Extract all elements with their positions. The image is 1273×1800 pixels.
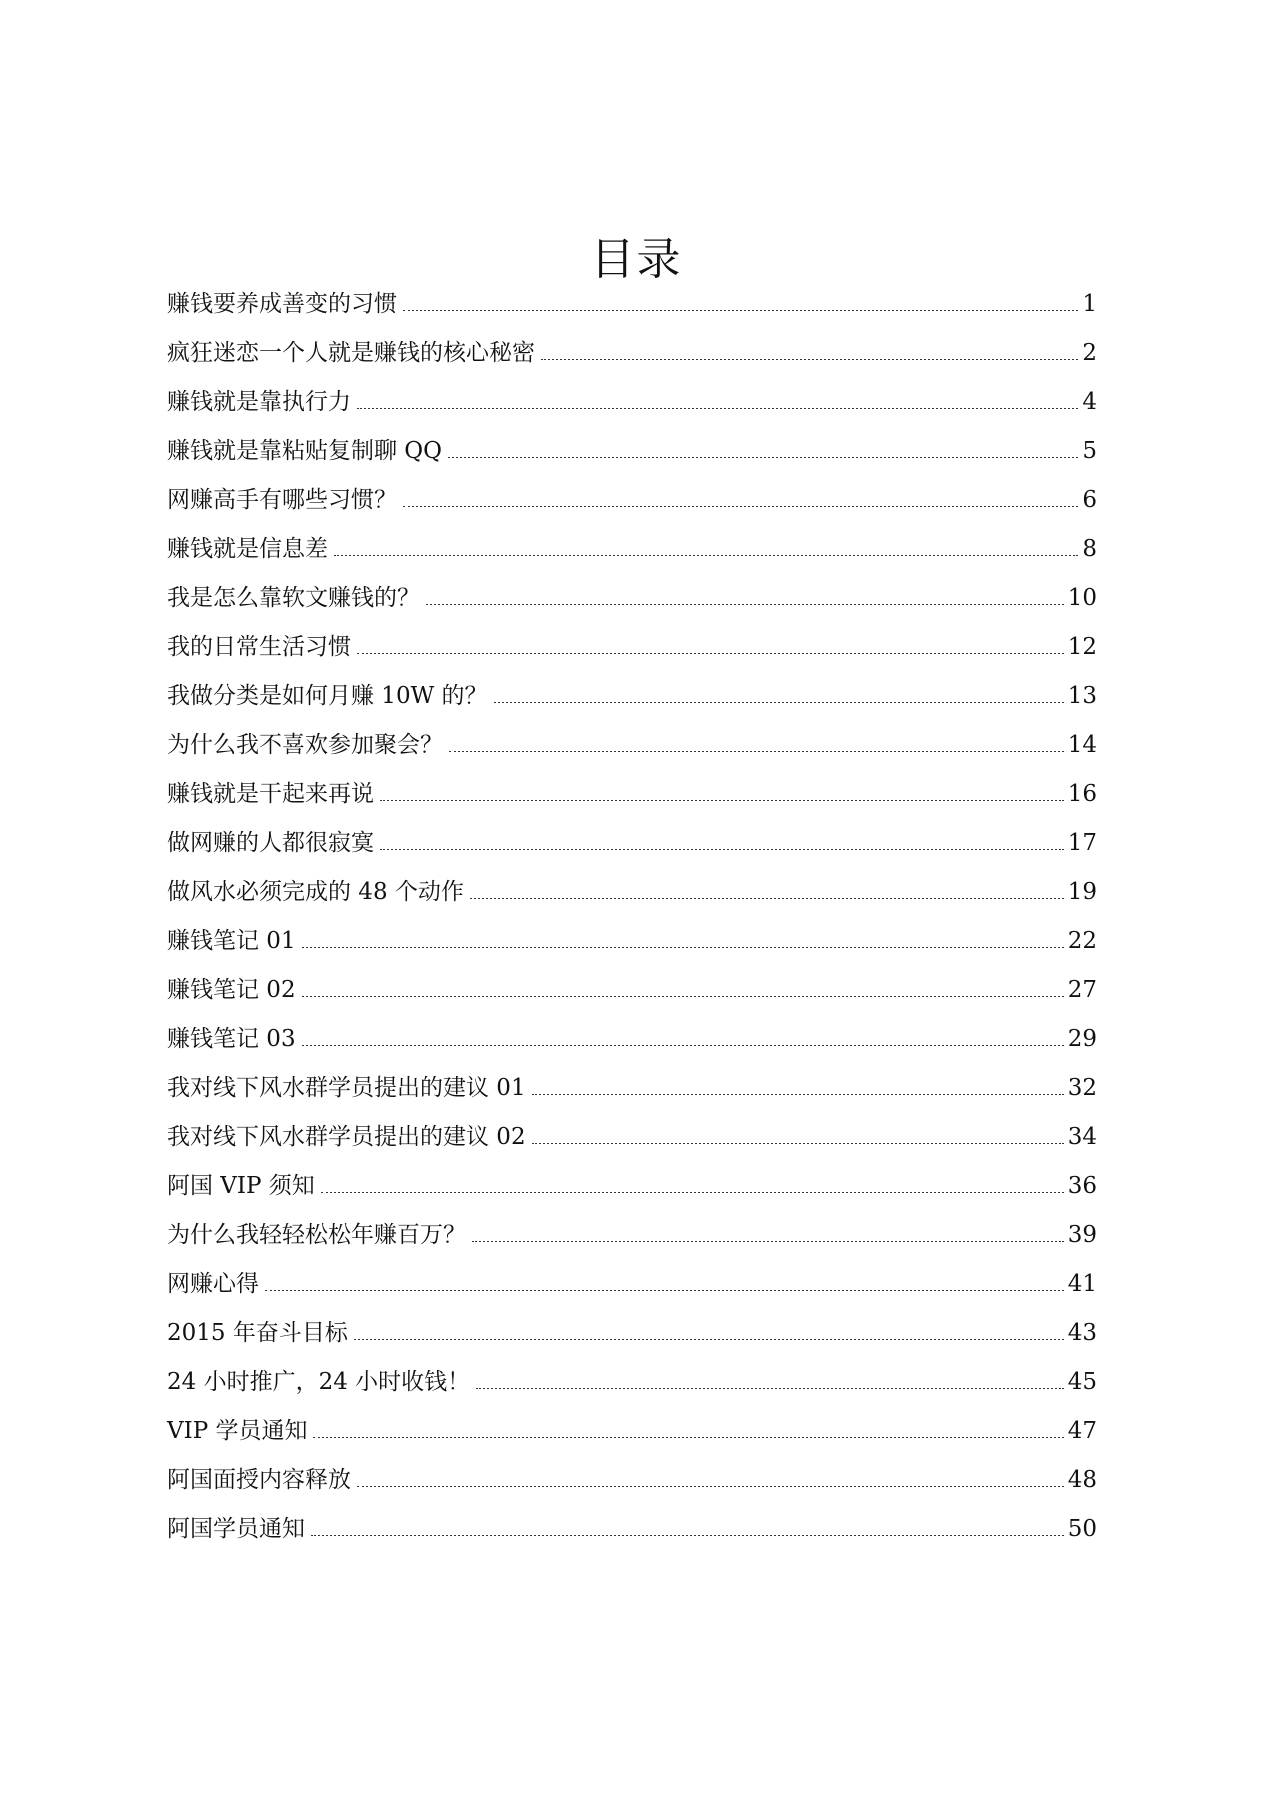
toc-entry-page-number: 12 (1067, 634, 1097, 660)
toc-entry-title: VIP 学员通知 (167, 1418, 308, 1444)
toc-entry-title: 为什么我不喜欢参加聚会？ (167, 732, 443, 758)
toc-entry-page-number: 41 (1067, 1271, 1097, 1297)
toc-entry-title: 网赚心得 (167, 1271, 259, 1297)
toc-entry[interactable] (167, 1162, 1097, 1211)
table-of-contents (167, 280, 1097, 1554)
toc-entry-page-number: 2 (1082, 340, 1097, 366)
toc-entry-title: 做网赚的人都很寂寞 (167, 830, 374, 856)
toc-entry-page-number: 34 (1067, 1124, 1097, 1150)
toc-entry[interactable] (167, 1260, 1097, 1309)
dot-leader (476, 1388, 1064, 1389)
dot-leader (311, 1535, 1064, 1536)
toc-entry-title: 赚钱就是干起来再说 (167, 781, 374, 807)
toc-entry-page-number: 43 (1067, 1320, 1097, 1346)
dot-leader (357, 1486, 1064, 1487)
dot-leader (380, 849, 1064, 850)
toc-entry[interactable] (167, 1309, 1097, 1358)
toc-entry-title: 赚钱要养成善变的习惯 (167, 291, 397, 317)
toc-entry-title: 我对线下风水群学员提出的建议 02 (167, 1124, 526, 1150)
dot-leader (302, 947, 1064, 948)
toc-entry[interactable] (167, 574, 1097, 623)
toc-entry-title: 阿国学员通知 (167, 1516, 305, 1542)
toc-entry-title: 赚钱笔记 02 (167, 977, 296, 1003)
toc-entry[interactable] (167, 1358, 1097, 1407)
dot-leader (380, 800, 1064, 801)
toc-entry[interactable] (167, 525, 1097, 574)
toc-entry[interactable] (167, 672, 1097, 721)
dot-leader (357, 653, 1064, 654)
toc-entry-title: 疯狂迷恋一个人就是赚钱的核心秘密 (167, 340, 535, 366)
toc-entry[interactable] (167, 1211, 1097, 1260)
toc-entry-page-number: 27 (1067, 977, 1097, 1003)
toc-entry-page-number: 14 (1067, 732, 1097, 758)
toc-entry[interactable] (167, 966, 1097, 1015)
toc-entry-title: 阿国 VIP 须知 (167, 1173, 315, 1199)
dot-leader (472, 1241, 1064, 1242)
dot-leader (470, 898, 1064, 899)
toc-entry-title: 网赚高手有哪些习惯？ (167, 487, 397, 513)
dot-leader (448, 457, 1078, 458)
dot-leader (302, 996, 1064, 997)
dot-leader (532, 1143, 1064, 1144)
dot-leader (403, 506, 1078, 507)
toc-entry-page-number: 36 (1067, 1173, 1097, 1199)
toc-entry-page-number: 22 (1067, 928, 1097, 954)
toc-entry[interactable] (167, 917, 1097, 966)
toc-entry[interactable] (167, 1064, 1097, 1113)
dot-leader (532, 1094, 1064, 1095)
toc-entry-title: 我的日常生活习惯 (167, 634, 351, 660)
toc-entry-page-number: 6 (1082, 487, 1097, 513)
toc-entry-title: 赚钱就是信息差 (167, 536, 328, 562)
toc-entry-title: 为什么我轻轻松松年赚百万？ (167, 1222, 466, 1248)
toc-entry-page-number: 19 (1067, 879, 1097, 905)
toc-entry-page-number: 47 (1067, 1418, 1097, 1444)
dot-leader (357, 408, 1078, 409)
page-title: 目录 (590, 234, 683, 286)
dot-leader (426, 604, 1064, 605)
toc-entry-page-number: 8 (1082, 536, 1097, 562)
dot-leader (449, 751, 1064, 752)
dot-leader (494, 702, 1064, 703)
toc-entry-title: 赚钱笔记 01 (167, 928, 296, 954)
toc-entry-page-number: 5 (1082, 438, 1097, 464)
toc-entry[interactable] (167, 623, 1097, 672)
toc-entry[interactable] (167, 721, 1097, 770)
toc-entry[interactable] (167, 1407, 1097, 1456)
dot-leader (403, 310, 1078, 311)
toc-entry-page-number: 13 (1067, 683, 1097, 709)
toc-entry[interactable] (167, 476, 1097, 525)
dot-leader (302, 1045, 1064, 1046)
toc-entry-page-number: 50 (1067, 1516, 1097, 1542)
dot-leader (541, 359, 1078, 360)
toc-entry[interactable] (167, 1015, 1097, 1064)
toc-entry[interactable] (167, 770, 1097, 819)
toc-entry-page-number: 10 (1067, 585, 1097, 611)
toc-entry[interactable] (167, 1456, 1097, 1505)
toc-entry-page-number: 39 (1067, 1222, 1097, 1248)
toc-entry[interactable] (167, 329, 1097, 378)
toc-entry-title: 赚钱就是靠粘贴复制聊 QQ (167, 438, 443, 464)
dot-leader (334, 555, 1078, 556)
toc-entry-title: 做风水必须完成的 48 个动作 (167, 879, 464, 905)
toc-entry-page-number: 16 (1067, 781, 1097, 807)
toc-entry-page-number: 32 (1067, 1075, 1097, 1101)
dot-leader (313, 1437, 1063, 1438)
toc-entry[interactable] (167, 427, 1097, 476)
toc-entry[interactable] (167, 1113, 1097, 1162)
toc-entry-title: 我对线下风水群学员提出的建议 01 (167, 1075, 526, 1101)
dot-leader (321, 1192, 1064, 1193)
toc-entry[interactable] (167, 378, 1097, 427)
dot-leader (265, 1290, 1064, 1291)
toc-entry-page-number: 48 (1067, 1467, 1097, 1493)
toc-entry-page-number: 1 (1082, 291, 1097, 317)
toc-entry-title: 赚钱笔记 03 (167, 1026, 296, 1052)
toc-entry-title: 赚钱就是靠执行力 (167, 389, 351, 415)
toc-entry-page-number: 4 (1082, 389, 1097, 415)
toc-entry-title: 我是怎么靠软文赚钱的？ (167, 585, 420, 611)
toc-entry[interactable] (167, 819, 1097, 868)
toc-entry[interactable] (167, 280, 1097, 329)
toc-entry-title: 阿国面授内容释放 (167, 1467, 351, 1493)
toc-entry-page-number: 45 (1067, 1369, 1097, 1395)
toc-entry-title: 24 小时推广，24 小时收钱！ (167, 1369, 471, 1395)
toc-entry-page-number: 29 (1067, 1026, 1097, 1052)
toc-entry-title: 我做分类是如何月赚 10W 的？ (167, 683, 488, 709)
dot-leader (354, 1339, 1064, 1340)
toc-entry[interactable] (167, 868, 1097, 917)
toc-entry-title: 2015 年奋斗目标 (167, 1320, 348, 1346)
toc-entry-page-number: 17 (1067, 830, 1097, 856)
toc-entry[interactable] (167, 1505, 1097, 1554)
